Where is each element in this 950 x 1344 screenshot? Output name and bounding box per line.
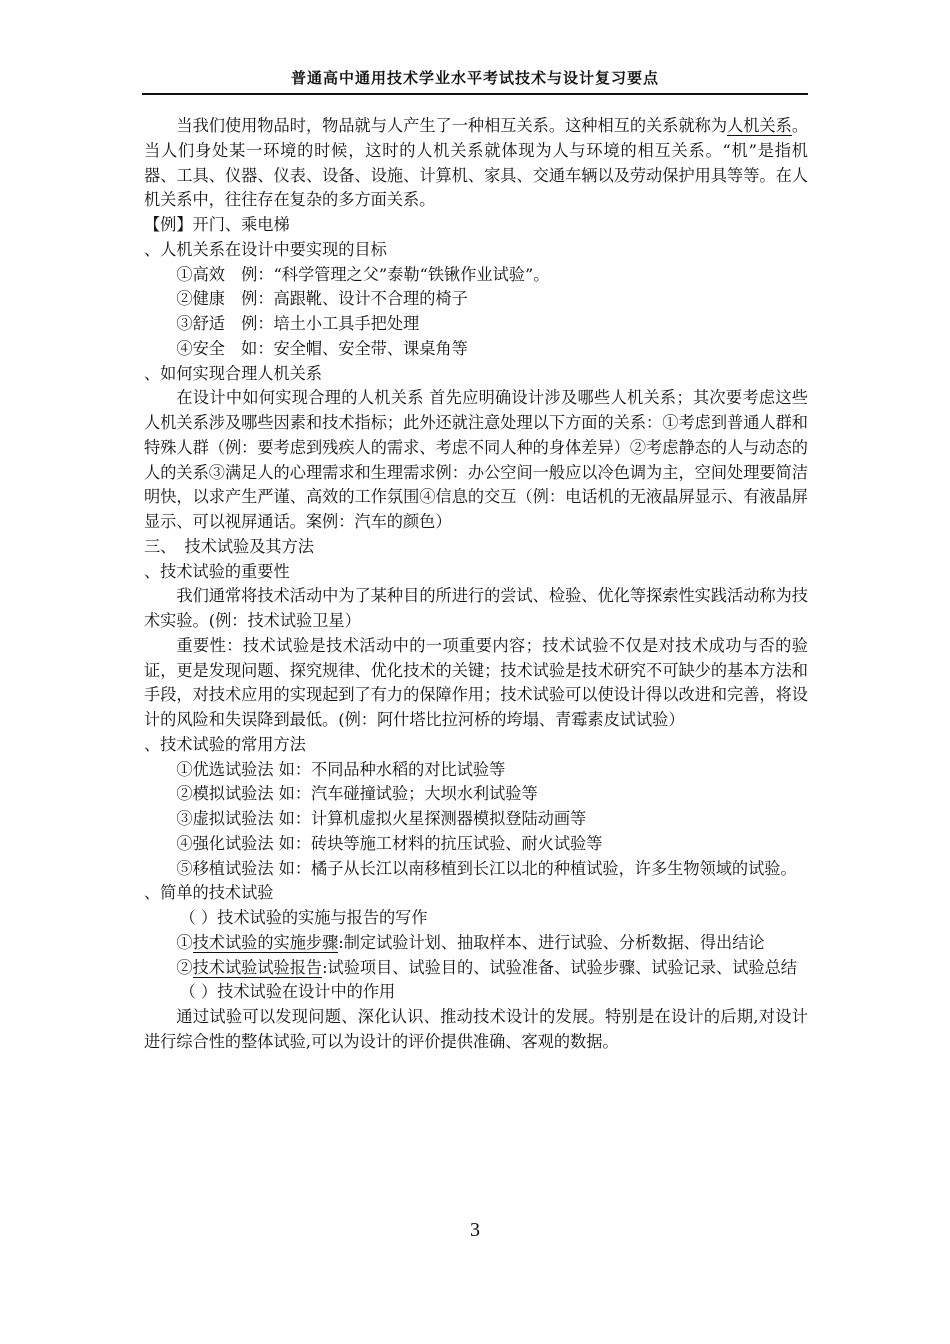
list-item: ②模拟试验法 如：汽车碰撞试验；大坝水利试验等 (176, 784, 538, 804)
paragraph: 重要性：技术试验是技术活动中的一项重要内容；技术试验不仅是对技术成功与否的验证，更是发现问题、探究规律、优化技术的关键；技术试验是技术研究不可缺少的基本方法和手段，对技术应用的实现起到了有力的保障作用；技术试验可以使设计得以改进和完善，将设计的风险和失误降到最低。(例：阿什塔比拉河桥的垮塌、青霉素皮试试验） (144, 635, 808, 729)
list-item: ④安全 如：安全帽、安全带、课桌角等 (176, 338, 468, 358)
list-item: ②健康 例：高跟靴、设计不合理的椅子 (176, 289, 468, 309)
text: :制定试验计划、抽取样本、进行试验、分析数据、得出结论 (338, 932, 765, 952)
underlined-term: 技术试验的实施步骤 (192, 932, 339, 952)
section-heading: 、人机关系在设计中要实现的目标 (144, 239, 387, 259)
section-heading: 、技术试验的重要性 (144, 561, 290, 581)
list-item: ④强化试验法 如：砖块等施工材料的抗压试验、耐火试验等 (176, 833, 603, 853)
text: ② (176, 957, 193, 977)
list-item: ③舒适 例：培土小工具手把处理 (176, 314, 420, 333)
subsection-heading: （ ）技术试验的实施与报告的写作 (179, 908, 428, 927)
chapter-heading: 三、 技术试验及其方法 (144, 536, 314, 556)
list-item: ③虚拟试验法 如：计算机虚拟火星探测器模拟登陆动画等 (176, 809, 587, 828)
example-line: 【例】开门、乘电梯 (144, 215, 290, 234)
paragraph (144, 956, 808, 981)
page-number: 3 (470, 1219, 480, 1241)
paragraph-man-machine-intro (144, 114, 808, 213)
header-rule (142, 93, 808, 95)
paragraph (144, 931, 808, 956)
document-body (144, 114, 808, 1055)
paragraph: 在设计中如何实现合理的人机关系 首先应明确设计涉及哪些人机关系；其次要考虑这些人机关系涉及哪些因素和技术指标；此外还就注意处理以下方面的关系：①考虑到普通人群和特殊人群（例：要考虑到残疾人的需求、考虑不同人种的身体差异）②考虑静态的人与动态的人的关系③满足人的心理需求和生理需求例：办公空间一般应以冷色调为主，空间处理要简洁明快，以求产生严谨、高效的工作氛围④信息的交互（例：电话机的无液晶屏显示、有液晶屏显示、可以视屏通话。案例：汽车的颜色） (144, 388, 808, 531)
underlined-term: 技术试验试验报告 (192, 957, 323, 977)
text: 当我们使用物品时，物品就与人产生了一种相互关系。这种相互的关系就称为 (176, 116, 728, 135)
underlined-term: 人机关系 (727, 116, 792, 135)
text: ① (176, 932, 193, 952)
section-heading: 、如何实现合理人机关系 (144, 363, 323, 383)
text: :试验项目、试验目的、试验准备、试验步骤、试验记录、试验总结 (322, 957, 797, 977)
list-item: ①优选试验法 如：不同品种水稻的对比试验等 (176, 759, 506, 779)
section-heading: 、简单的技术试验 (144, 883, 274, 903)
text: 。当人们身处某一环境的时候，这时的人机关系就体现为人与环境的相互关系。“机”是指机器、工具、仪器、仪表、设备、设施、计算机、家具、交通车辆以及劳动保护用具等等。在人机关系中，往往存在复杂的多方面关系。 (144, 116, 808, 210)
subsection-heading: （ ）技术试验在设计中的作用 (179, 982, 396, 1002)
list-item: ⑤移植试验法 如：橘子从长江以南移植到长江以北的种植试验，许多生物领域的试验。 (176, 858, 797, 878)
paragraph: 我们通常将技术活动中为了某种目的所进行的尝试、检验、优化等探索性实践活动称为技术实验。(例：技术试验卫星） (144, 586, 808, 630)
page-header: 普通高中通用技术学业水平考试技术与设计复习要点 (290, 69, 659, 87)
section-heading: 、技术试验的常用方法 (144, 734, 306, 754)
list-item: ①高效 例：“科学管理之父”泰勒“铁锹作业试验”。 (176, 264, 550, 284)
paragraph: 通过试验可以发现问题、深化认识、推动技术设计的发展。特别是在设计的后期,对设计进行综合性的整体试验,可以为设计的评价提供准确、客观的数据。 (144, 1007, 808, 1051)
